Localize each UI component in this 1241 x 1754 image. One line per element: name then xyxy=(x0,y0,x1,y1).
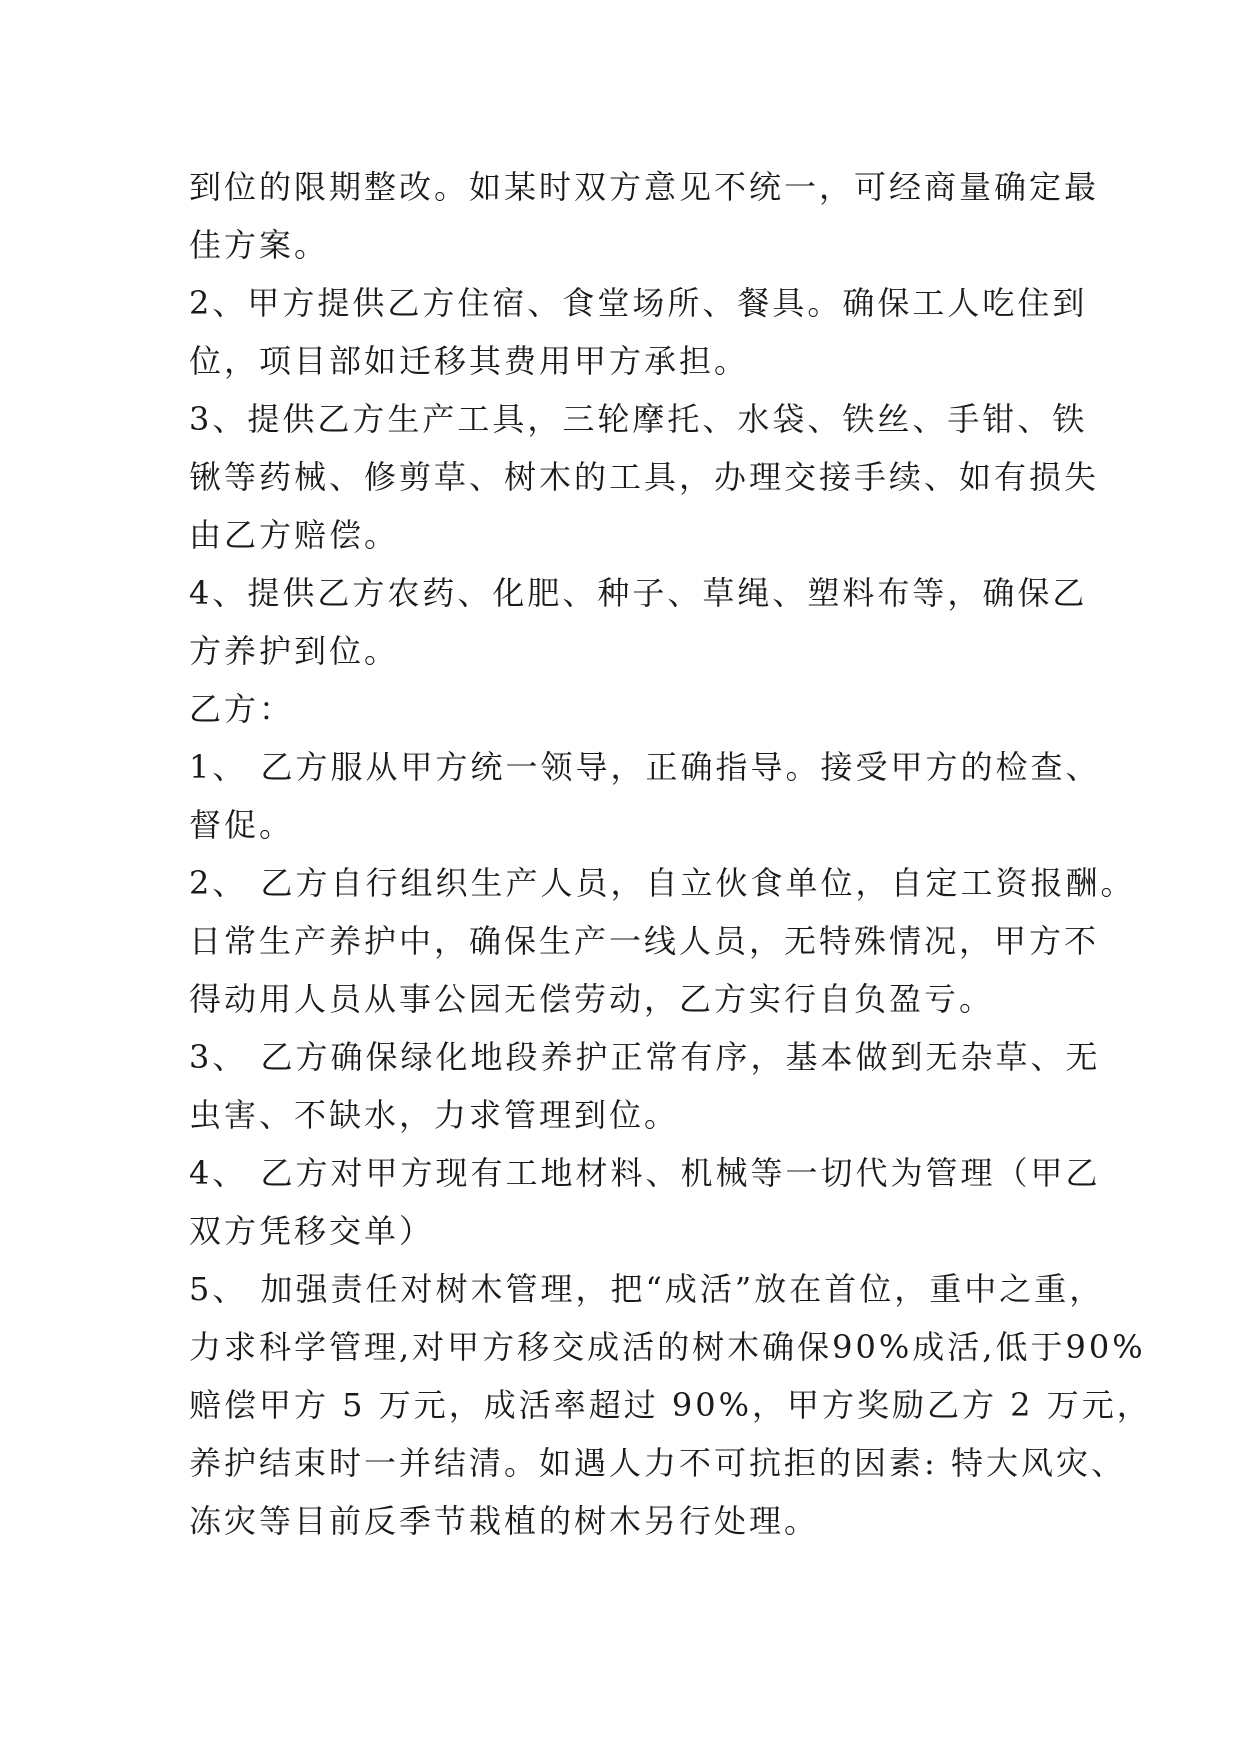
text-line: 日常生产养护中，确保生产一线人员，无特殊情况，甲方不 xyxy=(189,922,1100,960)
text-line: 锹等药械、修剪草、树木的工具，办理交接手续、如有损失 xyxy=(189,458,1100,496)
section-heading: 乙方： xyxy=(189,690,295,728)
text-line: 赔偿甲方 5 万元，成活率超过 90%，甲方奖励乙方 2 万元， xyxy=(189,1386,1152,1424)
document-body xyxy=(189,158,1152,1550)
text-line: 3、 乙方确保绿化地段养护正常有序，基本做到无杂草、无 xyxy=(189,1038,1101,1076)
text-line: 方养护到位。 xyxy=(189,632,400,670)
text-line: 到位的限期整改。如某时双方意见不统一，可经商量确定最 xyxy=(189,168,1100,206)
text-line: 4、提供乙方农药、化肥、种子、草绳、塑料布等，确保乙 xyxy=(189,574,1088,612)
text-line: 力求科学管理,对甲方移交成活的树木确保90%成活,低于90% xyxy=(189,1328,1146,1366)
text-line: 5、 加强责任对树木管理，把“成活”放在首位，重中之重， xyxy=(189,1270,1105,1308)
text-line: 得动用人员从事公园无偿劳动，乙方实行自负盈亏。 xyxy=(189,980,995,1018)
text-line: 双方凭移交单） xyxy=(189,1212,435,1250)
text-line: 4、 乙方对甲方现有工地材料、机械等一切代为管理（甲乙 xyxy=(189,1154,1101,1192)
text-line: 虫害、不缺水，力求管理到位。 xyxy=(189,1096,680,1134)
text-line: 养护结束时一并结清。如遇人力不可抗拒的因素: 特大风灾、 xyxy=(189,1444,1126,1482)
text-line: 1、 乙方服从甲方统一领导，正确指导。接受甲方的检查、 xyxy=(189,748,1101,786)
text-line: 冻灾等目前反季节栽植的树木另行处理。 xyxy=(189,1502,820,1540)
text-line: 3、提供乙方生产工具，三轮摩托、水袋、铁丝、手钳、铁 xyxy=(189,400,1088,438)
text-line: 佳方案。 xyxy=(189,226,330,264)
text-line: 由乙方赔偿。 xyxy=(189,516,400,554)
text-line: 位，项目部如迁移其费用甲方承担。 xyxy=(189,342,750,380)
text-line: 2、甲方提供乙方住宿、食堂场所、餐具。确保工人吃住到 xyxy=(189,284,1088,322)
text-line: 督促。 xyxy=(189,806,295,844)
text-line: 2、 乙方自行组织生产人员，自立伙食单位，自定工资报酬。 xyxy=(189,864,1136,902)
